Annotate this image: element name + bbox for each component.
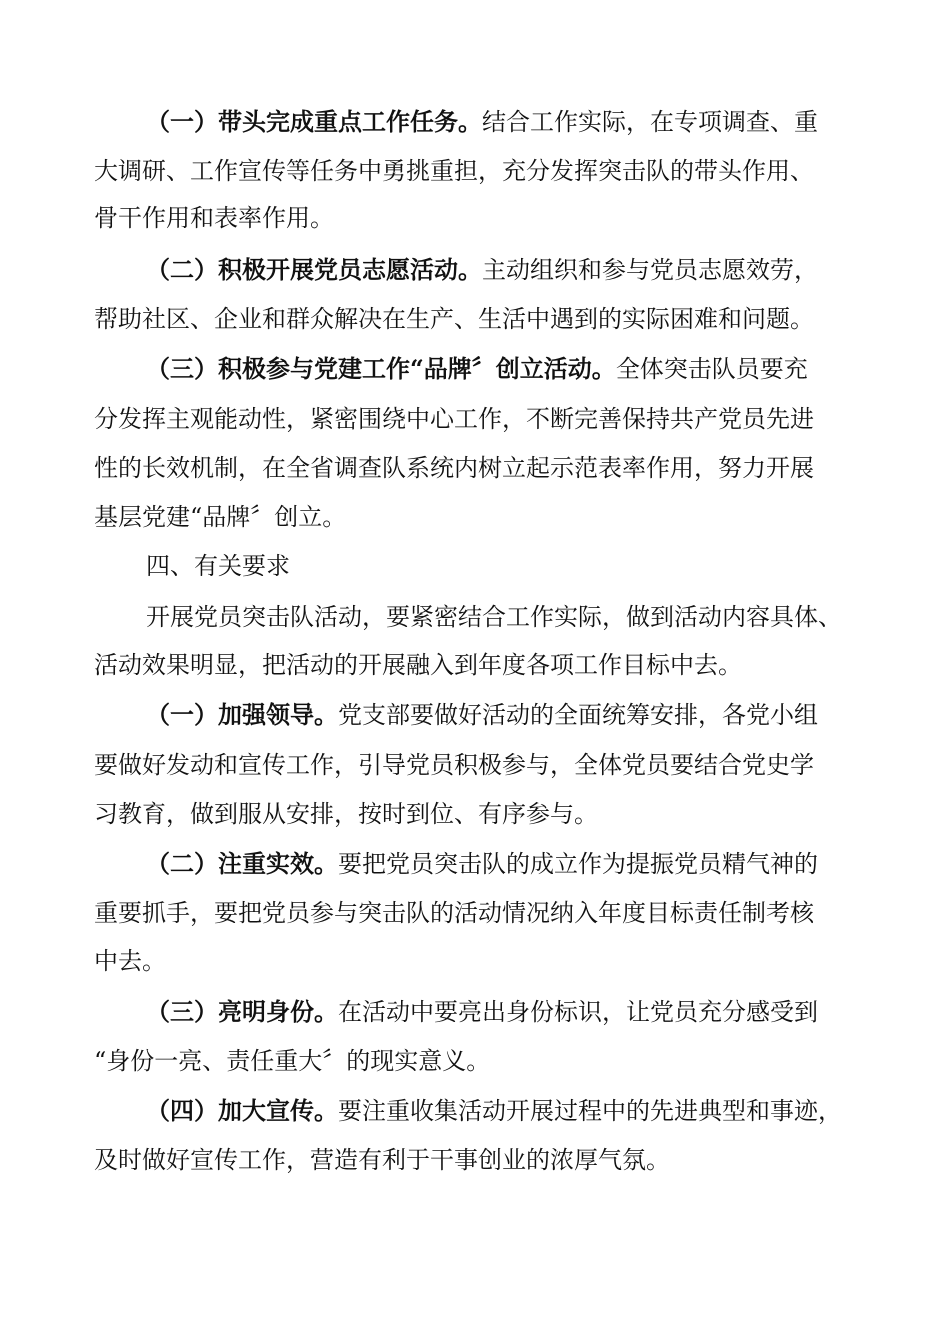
paragraph-line: 活动效果明显，把活动的开展融入到年度各项工作目标中去。 [94,651,742,679]
item-text: 要把党员突击队的成立作为提振党员精气神的 [338,850,818,878]
item-text: 结合工作实际，在专项调查、重 [482,108,818,136]
paragraph-line [146,102,950,142]
item-text: 全体突击队员要充 [615,355,808,383]
paragraph-line [146,992,950,1032]
paragraph-line: 中去。 [94,947,166,975]
item-heading: （二）积极开展党员志愿活动。 [146,255,482,284]
paragraph-line [146,844,950,884]
paragraph-line: “身份一亮、责任重大〞的现实意义。 [94,1047,491,1075]
paragraph-line: 习教育，做到服从安排，按时到位、有序参与。 [94,800,598,828]
paragraph-line: 要做好发动和宣传工作，引导党员积极参与，全体党员要结合党史学 [94,751,814,779]
item-text: 在活动中要亮出身份标识，让党员充分感受到 [338,998,818,1026]
item-text: 党支部要做好活动的全面统筹安排，各党小组 [338,701,818,729]
paragraph-line [146,1091,950,1131]
section-title: 四、有关要求 [146,552,290,580]
item-heading: （二）注重实效。 [146,849,338,878]
item-text: 主动组织和参与党员志愿效劳， [482,256,818,284]
item-heading: （一）带头完成重点工作任务。 [146,107,482,136]
item-heading: （一）加强领导。 [146,700,338,729]
paragraph-line: 开展党员突击队活动，要紧密结合工作实际，做到活动内容具体、 [146,603,842,631]
paragraph-line [146,250,950,290]
paragraph-line: 大调研、工作宣传等任务中勇挑重担，充分发挥突击队的带头作用、 [94,157,814,185]
paragraph-line: 及时做好宣传工作，营造有利于干事创业的浓厚气氛。 [94,1146,670,1174]
paragraph-line [146,349,950,389]
paragraph-line [146,695,950,735]
paragraph-line: 性的长效机制，在全省调查队系统内树立起示范表率作用，努力开展 [94,454,814,482]
item-heading: （四）加大宣传。 [146,1096,338,1125]
paragraph-line: 重要抓手，要把党员参与突击队的活动情况纳入年度目标责任制考核 [94,899,814,927]
item-heading: （三）亮明身份。 [146,997,338,1026]
paragraph-line: 骨干作用和表率作用。 [94,204,334,232]
paragraph-line: 帮助社区、企业和群众解决在生产、生活中遇到的实际困难和问题。 [94,305,814,333]
paragraph-line: 分发挥主观能动性，紧密围绕中心工作，不断完善保持共产党员先进 [94,405,814,433]
paragraph-line: 基层党建“品牌〞创立。 [94,503,347,531]
item-heading: （三）积极参与党建工作“品牌〞创立活动。 [146,354,616,383]
item-text: 要注重收集活动开展过程中的先进典型和事迹， [338,1097,842,1125]
